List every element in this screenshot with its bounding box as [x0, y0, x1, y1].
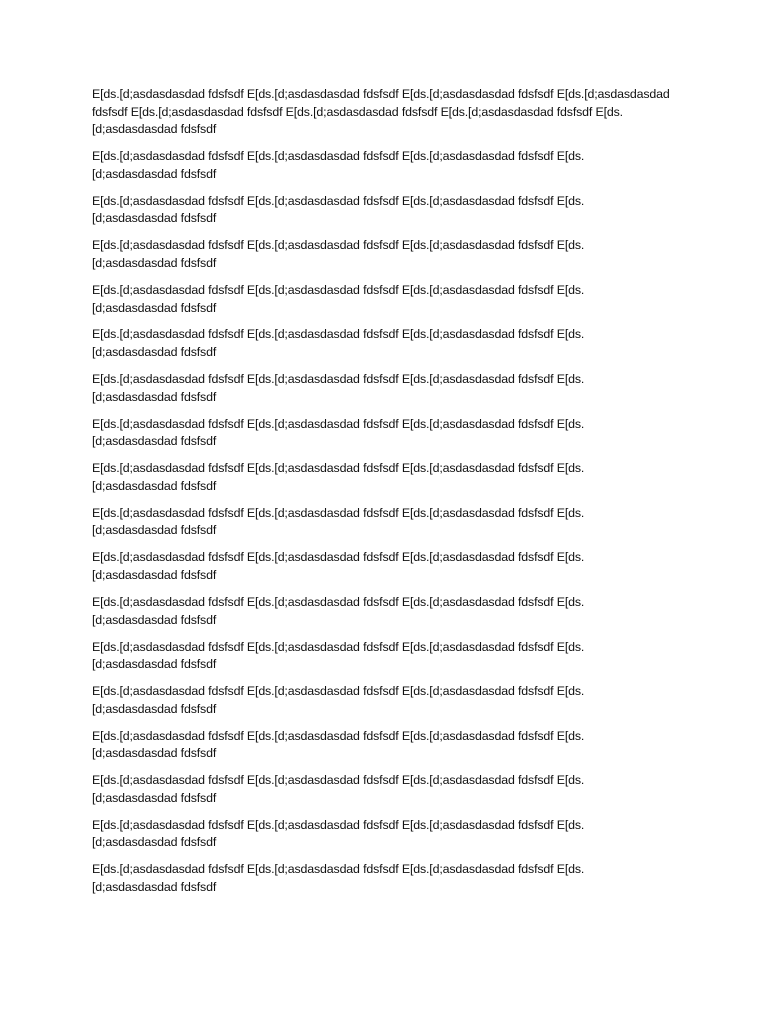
paragraph: E[ds.[d;asdasdasdad fdsfsdf E[ds.[d;asdasdasdad fdsfsdf E[ds.[d;asdasdasdad fdsfsdf E[ds.[d;asdasdasdad fdsfsdf E[ds.[d;asdasdasdad fdsfsdf E[ds.[d;asdasdasdad fdsfsdf E[ds.[d;asdasdasdad fdsfsdf E[ds.[d;asdasdasdad fdsfsdf [92, 87, 670, 137]
paragraph: E[ds.[d;asdasdasdad fdsfsdf E[ds.[d;asdasdasdad fdsfsdf E[ds.[d;asdasdasdad fdsfsdf E[ds.[d;asdasdasdad fdsfsdf [92, 416, 585, 449]
paragraph: E[ds.[d;asdasdasdad fdsfsdf E[ds.[d;asdasdasdad fdsfsdf E[ds.[d;asdasdasdad fdsfsdf E[ds.[d;asdasdasdad fdsfsdf [92, 728, 585, 761]
paragraph: E[ds.[d;asdasdasdad fdsfsdf E[ds.[d;asdasdasdad fdsfsdf E[ds.[d;asdasdasdad fdsfsdf E[ds.[d;asdasdasdad fdsfsdf [92, 372, 585, 404]
paragraph: E[ds.[d;asdasdasdad fdsfsdf E[ds.[d;asdasdasdad fdsfsdf E[ds.[d;asdasdasdad fdsfsdf E[ds.[d;asdasdasdad fdsfsdf [92, 193, 585, 226]
paragraph: E[ds.[d;asdasdasdad fdsfsdf E[ds.[d;asdasdasdad fdsfsdf E[ds.[d;asdasdasdad fdsfsdf E[ds.[d;asdasdasdad fdsfsdf [92, 550, 585, 582]
paragraph: E[ds.[d;asdasdasdad fdsfsdf E[ds.[d;asdasdasdad fdsfsdf E[ds.[d;asdasdasdad fdsfsdf E[ds.[d;asdasdasdad fdsfsdf [92, 327, 585, 360]
paragraph: E[ds.[d;asdasdasdad fdsfsdf E[ds.[d;asdasdasdad fdsfsdf E[ds.[d;asdasdasdad fdsfsdf E[ds.[d;asdasdasdad fdsfsdf [92, 461, 585, 493]
document-body[interactable] [92, 86, 676, 906]
paragraph: E[ds.[d;asdasdasdad fdsfsdf E[ds.[d;asdasdasdad fdsfsdf E[ds.[d;asdasdasdad fdsfsdf E[ds.[d;asdasdasdad fdsfsdf [92, 817, 585, 850]
paragraph: E[ds.[d;asdasdasdad fdsfsdf E[ds.[d;asdasdasdad fdsfsdf E[ds.[d;asdasdasdad fdsfsdf E[ds.[d;asdasdasdad fdsfsdf [92, 773, 585, 805]
paragraph: E[ds.[d;asdasdasdad fdsfsdf E[ds.[d;asdasdasdad fdsfsdf E[ds.[d;asdasdasdad fdsfsdf E[ds.[d;asdasdasdad fdsfsdf [92, 862, 585, 895]
paragraph: E[ds.[d;asdasdasdad fdsfsdf E[ds.[d;asdasdasdad fdsfsdf E[ds.[d;asdasdasdad fdsfsdf E[ds.[d;asdasdasdad fdsfsdf [92, 639, 585, 672]
paragraph: E[ds.[d;asdasdasdad fdsfsdf E[ds.[d;asdasdasdad fdsfsdf E[ds.[d;asdasdasdad fdsfsdf E[ds.[d;asdasdasdad fdsfsdf [92, 149, 585, 181]
paragraph: E[ds.[d;asdasdasdad fdsfsdf E[ds.[d;asdasdasdad fdsfsdf E[ds.[d;asdasdasdad fdsfsdf E[ds.[d;asdasdasdad fdsfsdf [92, 684, 585, 716]
paragraph: E[ds.[d;asdasdasdad fdsfsdf E[ds.[d;asdasdasdad fdsfsdf E[ds.[d;asdasdasdad fdsfsdf E[ds.[d;asdasdasdad fdsfsdf [92, 505, 585, 538]
paragraph: E[ds.[d;asdasdasdad fdsfsdf E[ds.[d;asdasdasdad fdsfsdf E[ds.[d;asdasdasdad fdsfsdf E[ds.[d;asdasdasdad fdsfsdf [92, 594, 585, 627]
paragraph: E[ds.[d;asdasdasdad fdsfsdf E[ds.[d;asdasdasdad fdsfsdf E[ds.[d;asdasdasdad fdsfsdf E[ds.[d;asdasdasdad fdsfsdf [92, 282, 585, 315]
paragraph: E[ds.[d;asdasdasdad fdsfsdf E[ds.[d;asdasdasdad fdsfsdf E[ds.[d;asdasdasdad fdsfsdf E[ds.[d;asdasdasdad fdsfsdf [92, 238, 585, 270]
